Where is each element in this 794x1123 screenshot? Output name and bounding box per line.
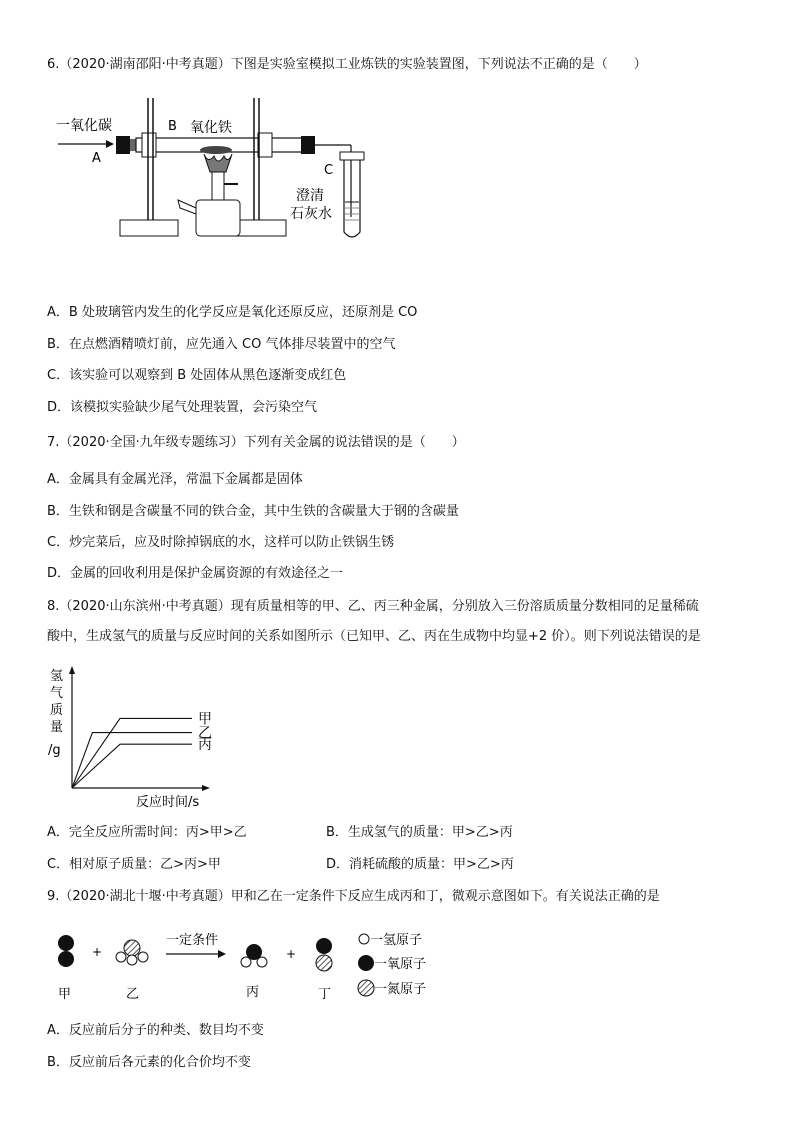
q9-molecule-figure	[46, 928, 446, 1006]
y-axis-label-char: 氢	[50, 669, 64, 684]
label-jia: 甲	[58, 987, 72, 1002]
q8-option-b: B．生成氢气的质量：甲>乙>丙	[326, 825, 513, 840]
q8-stem-line2: 酸中，生成氢气的质量与反应时间的关系如图所示（已知甲、乙、丙在生成物中均显+2 价）。则下列说法错误的是	[47, 629, 701, 644]
label-bing: 丙	[246, 985, 260, 1000]
y-axis-label-char: 气	[50, 686, 64, 701]
molecule-ding	[316, 938, 332, 971]
q8-stem-line1: 8.（2020·山东滨州·中考真题）现有质量相等的甲、乙、丙三种金属，分别放入三份溶质质量分数相同的足量稀硫	[47, 599, 699, 614]
molecule-yi	[116, 940, 148, 965]
y-axis-label-char: 质	[50, 703, 64, 718]
q7-option-d: D．金属的回收利用是保护金属资源的有效途径之一	[47, 566, 344, 581]
q7-stem: 7.（2020·全国·九年级专题练习）下列有关金属的说法错误的是（ ）	[47, 435, 465, 450]
q9-stem: 9.（2020·湖北十堰·中考真题）甲和乙在一定条件下反应生成丙和丁，微观示意图如下。有关说法正确的是	[47, 889, 660, 904]
fe2o3-label: 氧化铁	[190, 120, 232, 136]
q8-option-d: D．消耗硫酸的质量：甲>乙>丙	[326, 857, 514, 872]
hydrogen-atom-icon	[359, 934, 369, 944]
q7-option-a: A．金属具有金属光泽，常温下金属都是固体	[47, 472, 303, 487]
q6-option-a: A．B 处玻璃管内发生的化学反应是氧化还原反应，还原剂是 CO	[47, 305, 418, 320]
q6-option-b: B．在点燃酒精喷灯前，应先通入 CO 气体排尽装置中的空气	[47, 337, 396, 352]
limewater-label-1: 澄清	[296, 188, 324, 204]
q6-stem: 6.（2020·湖南邵阳·中考真题）下图是实验室模拟工业炼铁的实验装置图，下列说法不正确的是（ ）	[47, 57, 647, 72]
q6-apparatus-figure	[46, 92, 386, 244]
q8-option-a: A．完全反应所需时间：丙>甲>乙	[47, 825, 247, 840]
q9-option-b: B．反应前后各元素的化合价均不变	[47, 1055, 251, 1070]
a-label: A	[92, 151, 101, 166]
q6-option-c: C．该实验可以观察到 B 处固体从黑色逐渐变成红色	[47, 368, 347, 383]
series-label-1: 甲	[198, 711, 212, 728]
oxygen-atom-icon	[358, 955, 374, 971]
series-line-2	[72, 733, 192, 788]
reaction-condition: 一定条件	[166, 933, 219, 948]
series-label-2: 乙	[198, 725, 212, 742]
molecule-bing	[241, 944, 267, 967]
label-yi: 乙	[126, 987, 140, 1002]
nitrogen-atom-icon	[358, 980, 374, 996]
limewater-label-2: 石灰水	[290, 206, 332, 222]
b-label: B	[168, 119, 177, 134]
legend-hydrogen: 一氢原子	[370, 933, 423, 948]
plus-1: +	[92, 945, 103, 959]
y-unit-label: /g	[48, 743, 61, 758]
x-axis-label: 反应时间/s	[136, 795, 200, 810]
legend-oxygen: 一氧原子	[374, 957, 427, 972]
q9-option-a: A．反应前后分子的种类、数目均不变	[47, 1023, 264, 1038]
series-label-3: 丙	[198, 737, 212, 754]
series-line-3	[72, 744, 192, 788]
q7-option-b: B．生铁和钢是含碳量不同的铁合金，其中生铁的含碳量大于钢的含碳量	[47, 504, 459, 519]
molecule-jia	[58, 935, 74, 967]
label-ding: 丁	[318, 987, 332, 1002]
co-label: 一氧化碳	[56, 118, 112, 134]
legend-nitrogen: 一氮原子	[374, 982, 427, 997]
y-axis-label-char: 量	[50, 720, 64, 735]
q8-option-c: C．相对原子质量：乙>丙>甲	[47, 857, 221, 872]
plus-2: +	[286, 947, 297, 961]
q8-hydrogen-chart	[44, 662, 234, 812]
q7-option-c: C．炒完菜后，应及时除掉锅底的水，这样可以防止铁锅生锈	[47, 535, 395, 550]
q6-option-d: D．该模拟实验缺少尾气处理装置，会污染空气	[47, 400, 318, 415]
c-label: C	[324, 163, 334, 178]
series-line-1	[72, 718, 192, 788]
